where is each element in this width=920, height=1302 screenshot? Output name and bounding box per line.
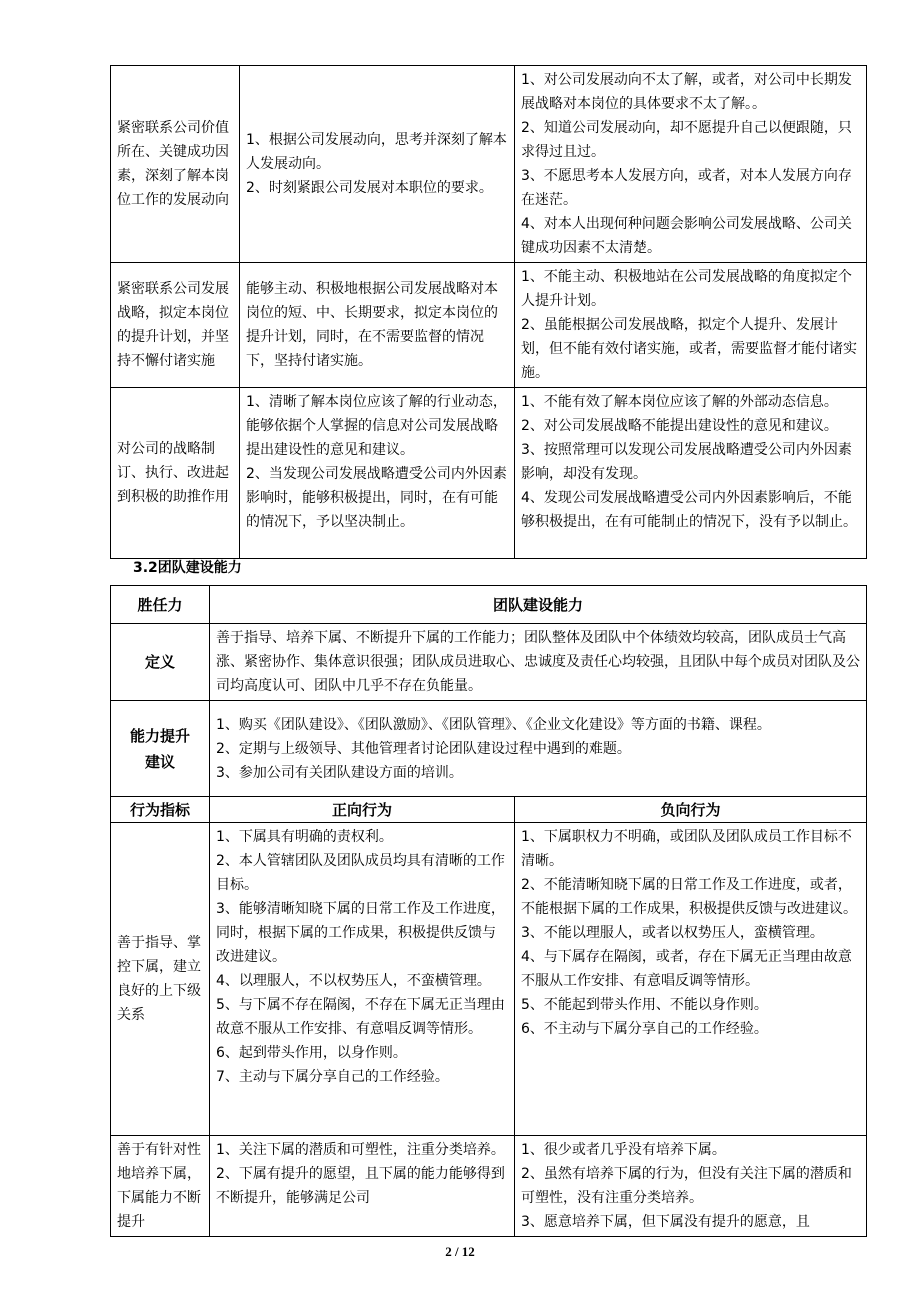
advice-label-line: 能力提升 <box>129 726 190 745</box>
behavior-indicator: 善于有针对性地培养下属，下属能力不断提升 <box>111 1136 210 1237</box>
list-item: 3、不愿思考本人发展方向，或者，对本人发展方向存在迷茫。 <box>521 168 852 208</box>
list-item: 能够主动、积极地根据公司发展战略对本岗位的短、中、长期要求，拟定本岗位的提升计划，同时，在不需要监督的情况下，坚持付诸实施。 <box>246 281 498 369</box>
list-item: 3、参加公司有关团队建设方面的培训。 <box>216 764 463 781</box>
list-item: 2、虽然有培养下属的行为，但没有关注下属的潜质和可塑性，没有注重分类培养。 <box>521 1166 852 1206</box>
positive-behavior <box>240 263 515 388</box>
table-row <box>111 1136 867 1237</box>
definition-text: 善于指导、培养下属、不断提升下属的工作能力；团队整体及团队中个体绩效均较高，团队成员士气高涨、紧密协作、集体意识很强；团队成员进取心、忠诚度及责任心均较强，且团队中每个成员对团队及公司均高度认可、团队中几乎不存在负能量。 <box>210 624 867 701</box>
col-positive-header: 正向行为 <box>210 797 515 823</box>
list-item: 2、定期与上级领导、其他管理者讨论团队建设过程中遇到的难题。 <box>216 740 631 757</box>
behavior-indicator: 紧密联系公司价值所在、关键成功因素，深刻了解本岗位工作的发展动向 <box>111 66 240 263</box>
advice-label-line: 建议 <box>144 752 175 771</box>
list-item: 5、与下属不存在隔阂，不存在下属无正当理由故意不服从工作安排、有意唱反调等情形。 <box>216 997 505 1037</box>
definition-row <box>111 624 867 701</box>
behavior-indicator: 善于指导、掌控下属，建立良好的上下级关系 <box>111 823 210 1136</box>
section-title: 3.2团队建设能力 <box>133 560 242 576</box>
negative-behavior <box>515 823 867 1136</box>
list-item: 7、主动与下属分享自己的工作经验。 <box>216 1069 449 1085</box>
advice-text <box>210 701 867 797</box>
negative-behavior <box>515 66 867 263</box>
list-item: 2、时刻紧跟公司发展对本职位的要求。 <box>246 180 493 196</box>
table-header-row <box>111 586 867 624</box>
list-item: 4、与下属存在隔阂，或者，存在下属无正当理由故意不服从工作安排、有意唱反调等情形。 <box>521 949 852 989</box>
list-item: 1、清晰了解本岗位应该了解的行业动态，能够依据个人掌握的信息对公司发展战略提出建设性的意见和建议。 <box>246 394 507 458</box>
list-item: 1、对公司发展动向不太了解，或者，对公司中长期发展战略对本岗位的具体要求不太了解。。 <box>521 72 852 112</box>
list-item: 1、购买《团队建设》、《团队激励》、《团队管理》、《企业文化建设》等方面的书籍、课程。 <box>216 716 771 733</box>
positive-behavior <box>240 66 515 263</box>
list-item: 2、下属有提升的愿望，且下属的能力能够得到不断提升，能够满足公司 <box>216 1166 505 1206</box>
positive-behavior <box>210 823 515 1136</box>
positive-behavior <box>240 388 515 559</box>
table-row <box>111 263 867 388</box>
column-header-row <box>111 797 867 823</box>
competency-name: 团队建设能力 <box>210 586 867 624</box>
negative-behavior <box>515 1136 867 1237</box>
list-item: 4、发现公司发展战略遭受公司内外因素影响后，不能够积极提出，在有可能制止的情况下，没有予以制止。 <box>521 490 857 530</box>
list-item: 3、按照常理可以发现公司发展战略遭受公司内外因素影响，却没有发现。 <box>521 442 852 482</box>
list-item: 1、不能主动、积极地站在公司发展战略的角度拟定个人提升计划。 <box>521 269 852 309</box>
list-item: 4、以理服人，不以权势压人，不蛮横管理。 <box>216 973 491 989</box>
list-item: 2、不能清晰知晓下属的日常工作及工作进度，或者，不能根据下属的工作成果，积极提供反馈与改进建议。 <box>521 877 857 917</box>
competency-label: 胜任力 <box>111 586 210 624</box>
list-item: 1、不能有效了解本岗位应该了解的外部动态信息。 <box>521 394 838 410</box>
list-item: 2、虽能根据公司发展战略，拟定个人提升、发展计划，但不能有效付诸实施，或者，需要监督才能付诸实施。 <box>521 317 857 381</box>
negative-behavior <box>515 263 867 388</box>
behavior-indicator: 紧密联系公司发展战略，拟定本岗位的提升计划，并坚持不懈付诸实施 <box>111 263 240 388</box>
strategy-behavior-table <box>110 65 867 559</box>
table-row <box>111 823 867 1136</box>
page-number: 2 / 12 <box>445 1244 475 1259</box>
list-item: 5、不能起到带头作用、不能以身作则。 <box>521 997 768 1013</box>
list-item: 6、不主动与下属分享自己的工作经验。 <box>521 1021 768 1037</box>
list-item: 3、能够清晰知晓下属的日常工作及工作进度，同时，根据下属的工作成果，积极提供反馈与改进建议。 <box>216 901 505 965</box>
list-item: 6、起到带头作用，以身作则。 <box>216 1045 407 1061</box>
list-item: 2、本人管辖团队及团队成员均具有清晰的工作目标。 <box>216 853 505 893</box>
definition-label: 定义 <box>111 624 210 701</box>
list-item: 2、对公司发展战略不能提出建设性的意见和建议。 <box>521 418 838 434</box>
list-item: 1、下属具有明确的责权利。 <box>216 829 393 845</box>
advice-row <box>111 701 867 797</box>
team-building-table <box>110 585 867 1237</box>
col-indicator-header: 行为指标 <box>111 797 210 823</box>
list-item: 1、很少或者几乎没有培养下属。 <box>521 1142 726 1158</box>
table-row <box>111 388 867 559</box>
list-item: 3、不能以理服人，或者以权势压人，蛮横管理。 <box>521 925 824 941</box>
list-item: 1、下属职权力不明确，或团队及团队成员工作目标不清晰。 <box>521 829 852 869</box>
positive-behavior <box>210 1136 515 1237</box>
list-item: 2、知道公司发展动向，却不愿提升自己以便跟随，只求得过且过。 <box>521 120 852 160</box>
behavior-indicator: 对公司的战略制订、执行、改进起到积极的助推作用 <box>111 388 240 559</box>
table-row <box>111 66 867 263</box>
negative-behavior <box>515 388 867 559</box>
list-item: 1、根据公司发展动向，思考并深刻了解本人发展动向。 <box>246 132 507 172</box>
advice-label <box>111 701 210 797</box>
list-item: 1、关注下属的潜质和可塑性，注重分类培养。 <box>216 1142 505 1158</box>
col-negative-header: 负向行为 <box>515 797 867 823</box>
list-item: 2、当发现公司发展战略遭受公司内外因素影响时，能够积极提出，同时，在有可能的情况下，予以坚决制止。 <box>246 466 507 530</box>
list-item: 4、对本人出现何种问题会影响公司发展战略、公司关键成功因素不太清楚。 <box>521 216 852 256</box>
list-item: 3、愿意培养下属，但下属没有提升的愿意，且 <box>521 1214 810 1230</box>
